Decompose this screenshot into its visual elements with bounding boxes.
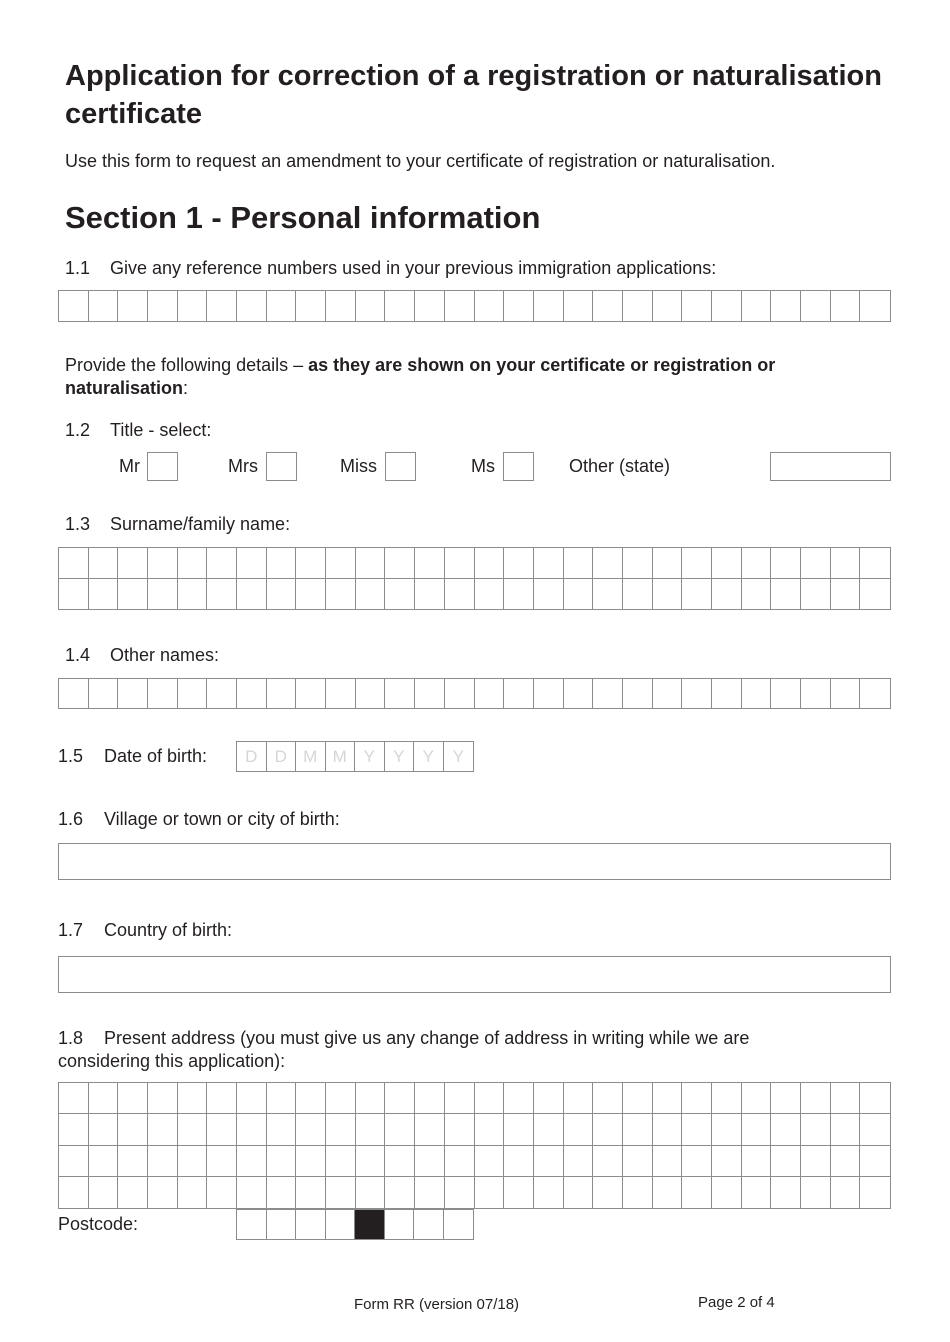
input-box[interactable] xyxy=(623,679,653,708)
title-miss-checkbox[interactable] xyxy=(385,452,416,481)
title-mrs-checkbox[interactable] xyxy=(266,452,297,481)
question-label: Give any reference numbers used in your previous immigration applications: xyxy=(110,258,717,278)
input-box[interactable] xyxy=(445,1177,475,1208)
input-box[interactable] xyxy=(534,548,564,579)
question-number: 1.6 xyxy=(58,809,84,829)
input-box[interactable] xyxy=(475,1083,505,1114)
input-box[interactable] xyxy=(267,579,297,610)
input-box[interactable] xyxy=(801,291,831,321)
input-box[interactable] xyxy=(593,1146,623,1177)
input-box[interactable] xyxy=(267,1083,297,1114)
input-box[interactable] xyxy=(682,1114,712,1145)
title-option-ms-label: Ms xyxy=(471,456,495,476)
title-option-miss-label: Miss xyxy=(340,456,377,476)
postcode-boxes[interactable] xyxy=(236,1209,474,1240)
instruction-tail: : xyxy=(183,378,189,398)
input-box[interactable] xyxy=(771,291,801,321)
input-box[interactable] xyxy=(831,679,861,708)
input-box[interactable] xyxy=(475,1114,505,1145)
input-box[interactable] xyxy=(653,1114,683,1145)
question-label: Date of birth: xyxy=(104,746,208,766)
input-box[interactable] xyxy=(653,548,683,579)
input-box[interactable] xyxy=(623,579,653,610)
input-box[interactable] xyxy=(59,548,89,579)
input-box[interactable] xyxy=(296,548,326,579)
input-box[interactable] xyxy=(385,1114,415,1145)
input-box[interactable] xyxy=(207,1177,237,1208)
input-box[interactable] xyxy=(356,579,386,610)
input-box[interactable] xyxy=(296,1114,326,1145)
input-box[interactable] xyxy=(207,1114,237,1145)
question-number: 1.3 xyxy=(65,514,91,534)
input-box[interactable] xyxy=(831,1114,861,1145)
input-box[interactable] xyxy=(178,579,208,610)
input-box[interactable] xyxy=(148,548,178,579)
input-box[interactable] xyxy=(623,548,653,579)
input-box[interactable] xyxy=(118,679,148,708)
input-box[interactable] xyxy=(148,1083,178,1114)
input-box[interactable] xyxy=(415,1083,445,1114)
input-box[interactable] xyxy=(148,1114,178,1145)
input-box[interactable] xyxy=(296,1210,326,1239)
input-box[interactable]: Y xyxy=(414,742,444,771)
title-option-other-label: Other (state) xyxy=(569,456,671,476)
input-box[interactable] xyxy=(59,679,89,708)
input-box[interactable] xyxy=(385,1146,415,1177)
input-box[interactable] xyxy=(207,548,237,579)
input-box[interactable] xyxy=(831,1083,861,1114)
input-box[interactable] xyxy=(237,1177,267,1208)
input-box[interactable] xyxy=(712,291,742,321)
input-box[interactable] xyxy=(860,1146,890,1177)
input-box[interactable] xyxy=(623,1083,653,1114)
input-box[interactable] xyxy=(593,1114,623,1145)
question-number: 1.4 xyxy=(65,645,91,665)
input-box[interactable] xyxy=(385,1210,415,1239)
input-box[interactable] xyxy=(356,1177,386,1208)
address-boxes[interactable] xyxy=(58,1082,891,1209)
input-box[interactable] xyxy=(771,579,801,610)
question-label: Other names: xyxy=(110,645,220,665)
question-number: 1.2 xyxy=(65,420,91,440)
form-intro: Use this form to request an amendment to your certificate of registration or naturalisation. xyxy=(65,151,776,171)
input-box[interactable] xyxy=(475,291,505,321)
input-box[interactable] xyxy=(148,579,178,610)
input-box[interactable] xyxy=(326,1177,356,1208)
question-number: 1.1 xyxy=(65,258,91,278)
input-box[interactable] xyxy=(148,1177,178,1208)
title-other-input[interactable] xyxy=(770,452,891,481)
input-box[interactable] xyxy=(385,1177,415,1208)
input-box[interactable] xyxy=(742,579,772,610)
input-box[interactable] xyxy=(415,291,445,321)
title-option-mrs-label: Mrs xyxy=(228,456,258,476)
input-box[interactable] xyxy=(504,579,534,610)
other-names-boxes[interactable] xyxy=(58,678,891,709)
input-box[interactable] xyxy=(326,1210,356,1239)
input-box[interactable] xyxy=(593,1083,623,1114)
input-box[interactable] xyxy=(237,579,267,610)
input-box[interactable] xyxy=(534,1146,564,1177)
input-box[interactable] xyxy=(415,548,445,579)
input-box[interactable] xyxy=(801,579,831,610)
input-box[interactable] xyxy=(118,291,148,321)
input-box[interactable] xyxy=(742,291,772,321)
input-box[interactable] xyxy=(475,548,505,579)
input-box[interactable] xyxy=(831,1146,861,1177)
input-box[interactable] xyxy=(534,679,564,708)
input-box[interactable] xyxy=(326,548,356,579)
question-label: Present address (you must give us any change of address in writing while we are considering this application): xyxy=(58,1028,750,1071)
input-box[interactable] xyxy=(118,579,148,610)
input-box[interactable] xyxy=(207,1146,237,1177)
input-box[interactable] xyxy=(89,679,119,708)
question-number: 1.8 xyxy=(58,1028,84,1048)
input-box[interactable] xyxy=(593,579,623,610)
surname-boxes[interactable] xyxy=(58,547,891,610)
title-ms-checkbox[interactable] xyxy=(503,452,534,481)
question-label: Country of birth: xyxy=(104,920,233,940)
input-box[interactable] xyxy=(118,1114,148,1145)
input-box[interactable] xyxy=(237,1146,267,1177)
input-box[interactable] xyxy=(860,1114,890,1145)
input-box[interactable] xyxy=(682,1146,712,1177)
input-box[interactable] xyxy=(771,1146,801,1177)
input-box[interactable] xyxy=(296,1146,326,1177)
input-box[interactable]: Y xyxy=(385,742,415,771)
input-box[interactable] xyxy=(178,548,208,579)
input-box[interactable] xyxy=(118,1083,148,1114)
input-box[interactable] xyxy=(801,679,831,708)
input-box[interactable] xyxy=(534,1177,564,1208)
date-of-birth-boxes[interactable] xyxy=(236,741,474,772)
input-box[interactable] xyxy=(356,1146,386,1177)
input-box[interactable] xyxy=(564,679,594,708)
input-box[interactable] xyxy=(89,291,119,321)
input-box[interactable] xyxy=(623,291,653,321)
input-box[interactable] xyxy=(771,1177,801,1208)
input-box[interactable] xyxy=(742,1146,772,1177)
input-box[interactable] xyxy=(178,1114,208,1145)
input-box[interactable] xyxy=(771,679,801,708)
input-box[interactable] xyxy=(296,1177,326,1208)
input-box[interactable] xyxy=(89,1177,119,1208)
input-box[interactable] xyxy=(207,679,237,708)
input-box[interactable] xyxy=(771,1114,801,1145)
input-box[interactable] xyxy=(534,1114,564,1145)
input-box[interactable] xyxy=(445,1146,475,1177)
input-box[interactable] xyxy=(623,1114,653,1145)
input-box[interactable] xyxy=(89,548,119,579)
input-box[interactable] xyxy=(385,291,415,321)
input-box[interactable] xyxy=(445,1083,475,1114)
input-box[interactable] xyxy=(59,579,89,610)
input-box[interactable] xyxy=(237,291,267,321)
input-box[interactable] xyxy=(712,1114,742,1145)
input-box[interactable] xyxy=(504,1146,534,1177)
input-box[interactable] xyxy=(326,1114,356,1145)
question-1-1 xyxy=(65,258,716,279)
input-box[interactable] xyxy=(59,291,89,321)
input-box[interactable] xyxy=(415,1177,445,1208)
input-box[interactable]: D xyxy=(237,742,267,771)
input-box[interactable] xyxy=(89,1114,119,1145)
input-box[interactable] xyxy=(296,679,326,708)
input-box[interactable] xyxy=(475,579,505,610)
input-box[interactable] xyxy=(178,679,208,708)
input-box[interactable] xyxy=(801,1083,831,1114)
question-1-6 xyxy=(58,809,340,830)
input-box[interactable] xyxy=(385,579,415,610)
input-box[interactable] xyxy=(326,1083,356,1114)
input-box[interactable] xyxy=(534,579,564,610)
question-1-7 xyxy=(58,920,232,941)
input-box[interactable] xyxy=(326,1146,356,1177)
input-box[interactable] xyxy=(237,548,267,579)
input-box[interactable] xyxy=(712,1083,742,1114)
input-box[interactable] xyxy=(534,1083,564,1114)
input-box[interactable] xyxy=(237,1114,267,1145)
postcode-label: Postcode: xyxy=(58,1214,139,1234)
input-box[interactable] xyxy=(59,1114,89,1145)
input-box[interactable] xyxy=(860,291,890,321)
input-box[interactable] xyxy=(504,548,534,579)
input-box[interactable] xyxy=(296,1083,326,1114)
input-box[interactable] xyxy=(118,1146,148,1177)
input-box[interactable] xyxy=(445,548,475,579)
input-box[interactable] xyxy=(445,291,475,321)
input-box[interactable] xyxy=(593,291,623,321)
input-box[interactable]: M xyxy=(326,742,356,771)
input-box[interactable] xyxy=(742,1083,772,1114)
input-box[interactable] xyxy=(385,679,415,708)
input-box[interactable] xyxy=(445,1114,475,1145)
question-label: Village or town or city of birth: xyxy=(104,809,340,829)
input-box[interactable] xyxy=(831,291,861,321)
input-box[interactable] xyxy=(267,548,297,579)
title-option-mr-label: Mr xyxy=(119,456,140,476)
input-box[interactable] xyxy=(682,291,712,321)
input-box[interactable] xyxy=(326,291,356,321)
question-1-3 xyxy=(65,514,290,535)
instruction-bold: as they are shown on your certificate or registration or naturalisation xyxy=(65,355,776,398)
input-box[interactable] xyxy=(623,1146,653,1177)
input-box[interactable] xyxy=(326,679,356,708)
input-box[interactable] xyxy=(742,679,772,708)
input-box[interactable] xyxy=(385,1083,415,1114)
input-box[interactable] xyxy=(504,1114,534,1145)
question-1-8 xyxy=(58,1027,838,1073)
input-box[interactable] xyxy=(653,1177,683,1208)
input-box[interactable] xyxy=(415,1114,445,1145)
input-box[interactable] xyxy=(860,679,890,708)
input-box[interactable]: Y xyxy=(452,747,464,766)
reference-number-boxes[interactable] xyxy=(58,290,891,322)
input-box[interactable] xyxy=(415,679,445,708)
input-box[interactable] xyxy=(771,548,801,579)
input-box[interactable] xyxy=(564,579,594,610)
input-box[interactable] xyxy=(178,1146,208,1177)
input-box[interactable] xyxy=(89,579,119,610)
input-box[interactable] xyxy=(653,1083,683,1114)
input-box[interactable] xyxy=(653,1146,683,1177)
input-box[interactable] xyxy=(267,1114,297,1145)
input-box[interactable] xyxy=(653,291,683,321)
input-box[interactable] xyxy=(267,679,297,708)
input-box[interactable] xyxy=(801,1114,831,1145)
input-box[interactable] xyxy=(148,679,178,708)
input-box[interactable] xyxy=(326,579,356,610)
input-box[interactable] xyxy=(59,1146,89,1177)
input-box[interactable] xyxy=(564,291,594,321)
input-box[interactable] xyxy=(801,1146,831,1177)
input-box[interactable] xyxy=(564,1083,594,1114)
input-box[interactable] xyxy=(593,1177,623,1208)
input-box[interactable] xyxy=(564,548,594,579)
input-box[interactable] xyxy=(356,679,386,708)
input-box[interactable]: Y xyxy=(355,742,385,771)
input-box[interactable] xyxy=(534,291,564,321)
input-box[interactable] xyxy=(445,579,475,610)
input-box[interactable] xyxy=(712,679,742,708)
form-title: Application for correction of a registration or naturalisation certificate xyxy=(65,60,882,130)
input-box[interactable] xyxy=(118,1177,148,1208)
input-box[interactable]: M xyxy=(296,742,326,771)
place-of-birth-input[interactable] xyxy=(58,843,891,880)
input-box[interactable] xyxy=(860,1177,890,1208)
input-box[interactable] xyxy=(564,1146,594,1177)
input-box[interactable] xyxy=(742,1177,772,1208)
input-box[interactable] xyxy=(415,579,445,610)
title-mr-checkbox[interactable] xyxy=(147,452,178,481)
section-title: Section 1 - Personal information xyxy=(65,200,541,235)
input-box[interactable] xyxy=(118,548,148,579)
instruction-lead: Provide the following details – xyxy=(65,355,309,375)
input-box[interactable] xyxy=(178,1177,208,1208)
input-box[interactable] xyxy=(414,1210,444,1239)
input-box[interactable] xyxy=(237,679,267,708)
input-box[interactable] xyxy=(653,679,683,708)
input-box[interactable] xyxy=(860,579,890,610)
input-box[interactable] xyxy=(504,679,534,708)
question-number: 1.7 xyxy=(58,920,84,940)
input-box[interactable] xyxy=(415,1146,445,1177)
input-box[interactable] xyxy=(623,1177,653,1208)
input-box[interactable] xyxy=(831,1177,861,1208)
input-box[interactable] xyxy=(237,1083,267,1114)
footer-page-number: Page 2 of 4 xyxy=(698,1294,775,1311)
question-1-2 xyxy=(65,420,211,441)
input-box[interactable] xyxy=(475,1146,505,1177)
input-box[interactable] xyxy=(712,1146,742,1177)
input-box[interactable] xyxy=(296,291,326,321)
input-box[interactable] xyxy=(504,1177,534,1208)
input-box[interactable] xyxy=(356,1114,386,1145)
input-box[interactable] xyxy=(475,1177,505,1208)
input-box[interactable] xyxy=(682,1177,712,1208)
input-box[interactable] xyxy=(860,1083,890,1114)
input-box[interactable] xyxy=(267,1146,297,1177)
input-box[interactable] xyxy=(178,291,208,321)
question-label: Surname/family name: xyxy=(110,514,291,534)
input-box[interactable] xyxy=(712,1177,742,1208)
input-box[interactable] xyxy=(564,1114,594,1145)
input-box[interactable] xyxy=(653,579,683,610)
input-box[interactable] xyxy=(267,1177,297,1208)
input-box[interactable] xyxy=(504,1083,534,1114)
input-box[interactable] xyxy=(237,1210,267,1239)
input-box[interactable] xyxy=(356,1083,386,1114)
input-box[interactable] xyxy=(296,579,326,610)
input-box[interactable] xyxy=(801,548,831,579)
input-box[interactable] xyxy=(444,1210,474,1239)
input-box[interactable] xyxy=(89,1083,119,1114)
postcode-box-filled[interactable] xyxy=(355,1210,385,1239)
provide-details-instruction xyxy=(65,354,865,400)
input-box[interactable] xyxy=(59,1177,89,1208)
input-box[interactable] xyxy=(385,548,415,579)
input-box[interactable] xyxy=(356,291,386,321)
question-label: Title - select: xyxy=(110,420,212,440)
input-box[interactable] xyxy=(504,291,534,321)
input-box[interactable] xyxy=(831,579,861,610)
question-1-4 xyxy=(65,645,219,666)
input-box[interactable] xyxy=(89,1146,119,1177)
input-box[interactable] xyxy=(742,548,772,579)
input-box[interactable]: D xyxy=(267,742,297,771)
input-box[interactable] xyxy=(742,1114,772,1145)
input-box[interactable] xyxy=(148,1146,178,1177)
input-box[interactable] xyxy=(593,548,623,579)
input-box[interactable] xyxy=(801,1177,831,1208)
input-box[interactable] xyxy=(593,679,623,708)
input-box[interactable] xyxy=(356,548,386,579)
input-box[interactable] xyxy=(445,679,475,708)
input-box[interactable] xyxy=(712,579,742,610)
question-number: 1.5 xyxy=(58,746,84,766)
input-box[interactable] xyxy=(207,1083,237,1114)
input-box[interactable] xyxy=(267,1210,297,1239)
input-box[interactable] xyxy=(207,291,237,321)
input-box[interactable] xyxy=(831,548,861,579)
input-box[interactable] xyxy=(207,579,237,610)
input-box[interactable] xyxy=(771,1083,801,1114)
footer-form-version: Form RR (version 07/18) xyxy=(354,1296,520,1313)
country-of-birth-input[interactable] xyxy=(58,956,891,993)
question-1-5 xyxy=(58,746,207,767)
input-box[interactable] xyxy=(682,679,712,708)
input-box[interactable] xyxy=(682,1083,712,1114)
input-box[interactable] xyxy=(682,548,712,579)
input-box[interactable] xyxy=(267,291,297,321)
input-box[interactable] xyxy=(564,1177,594,1208)
input-box[interactable] xyxy=(148,291,178,321)
input-box[interactable] xyxy=(178,1083,208,1114)
input-box[interactable] xyxy=(682,579,712,610)
input-box[interactable] xyxy=(712,548,742,579)
input-box[interactable] xyxy=(475,679,505,708)
input-box[interactable] xyxy=(59,1083,89,1114)
input-box[interactable] xyxy=(860,548,890,579)
